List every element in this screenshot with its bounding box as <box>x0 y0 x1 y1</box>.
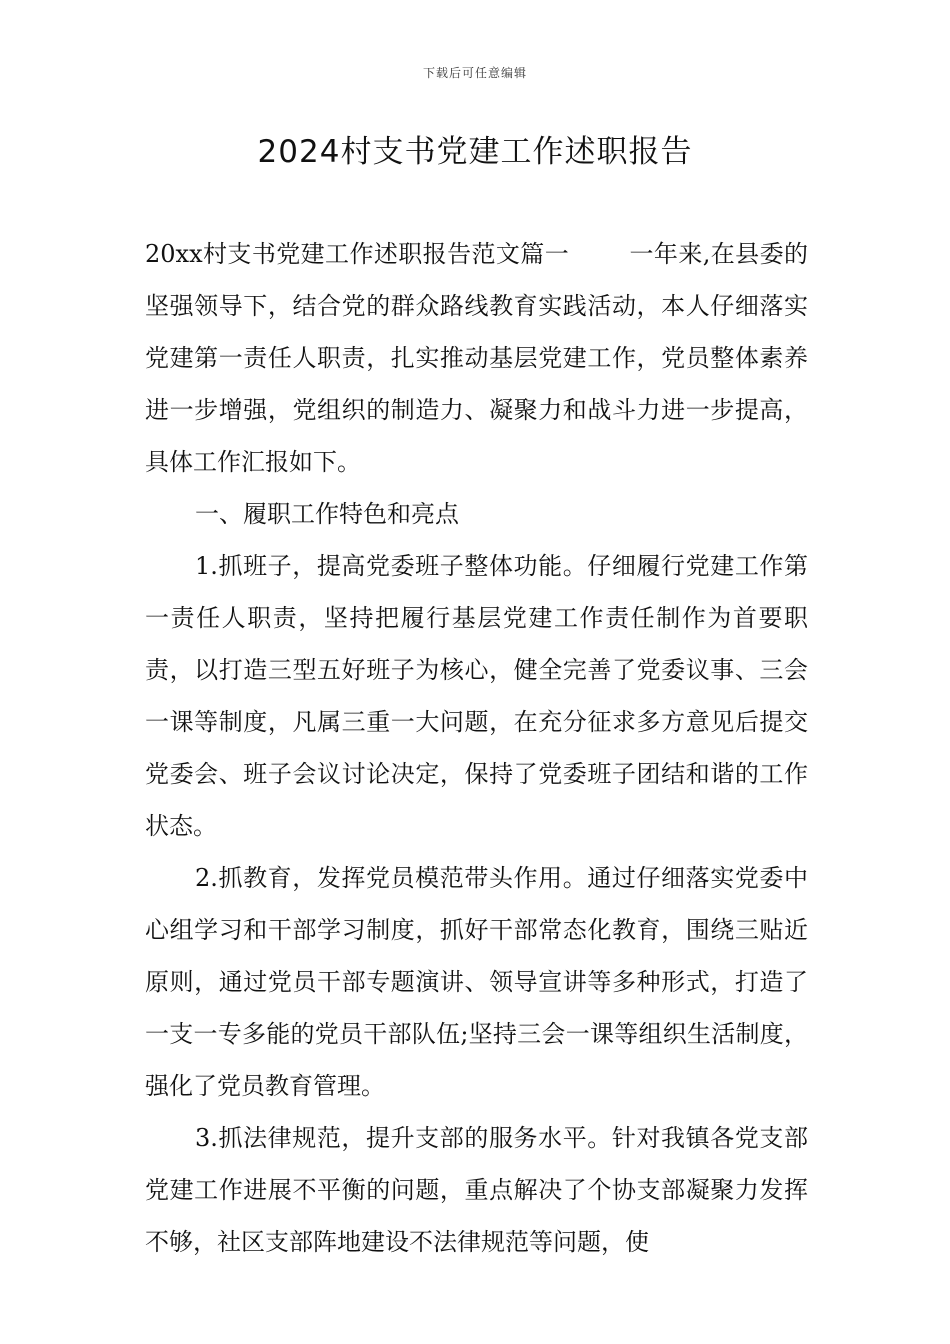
paragraph-item-3: 3.抓法律规范，提升支部的服务水平。针对我镇各党支部党建工作进展不平衡的问题，重点解决了个协支部凝聚力发挥不够，社区支部阵地建设不法律规范等问题，使 <box>145 1124 808 1256</box>
header-note: 下载后可任意编辑 <box>422 66 527 80</box>
section-heading: 一、履职工作特色和亮点 <box>195 500 459 528</box>
document-title: 2024村支书党建工作述职报告 <box>257 134 693 170</box>
paragraph-intro <box>145 228 808 488</box>
paragraph-intro-body: 一年来,在县委的坚强领导下，结合党的群众路线教育实践活动，本人仔细落实党建第一责任人职责，扎实推动基层党建工作，党员整体素养进一步增强，党组织的制造力、凝聚力和战斗力进一步提高，具体工作汇报如下。 <box>145 240 808 476</box>
paragraph-item-2: 2.抓教育，发挥党员模范带头作用。通过仔细落实党委中心组学习和干部学习制度，抓好干部常态化教育，围绕三贴近原则，通过党员干部专题演讲、领导宣讲等多种形式，打造了一支一专多能的党员干部队伍;坚持三会一课等组织生活制度，强化了党员教育管理。 <box>145 864 808 1100</box>
paragraph-intro-lead: 20xx村支书党建工作述职报告范文篇一 <box>145 240 570 268</box>
paragraph-item-1: 1.抓班子，提高党委班子整体功能。仔细履行党建工作第一责任人职责，坚持把履行基层党建工作责任制作为首要职责，以打造三型五好班子为核心，健全完善了党委议事、三会一课等制度，凡属三重一大问题，在充分征求多方意见后提交党委会、班子会议讨论决定，保持了党委班子团结和谐的工作状态。 <box>145 552 808 840</box>
document-body <box>145 228 808 1268</box>
